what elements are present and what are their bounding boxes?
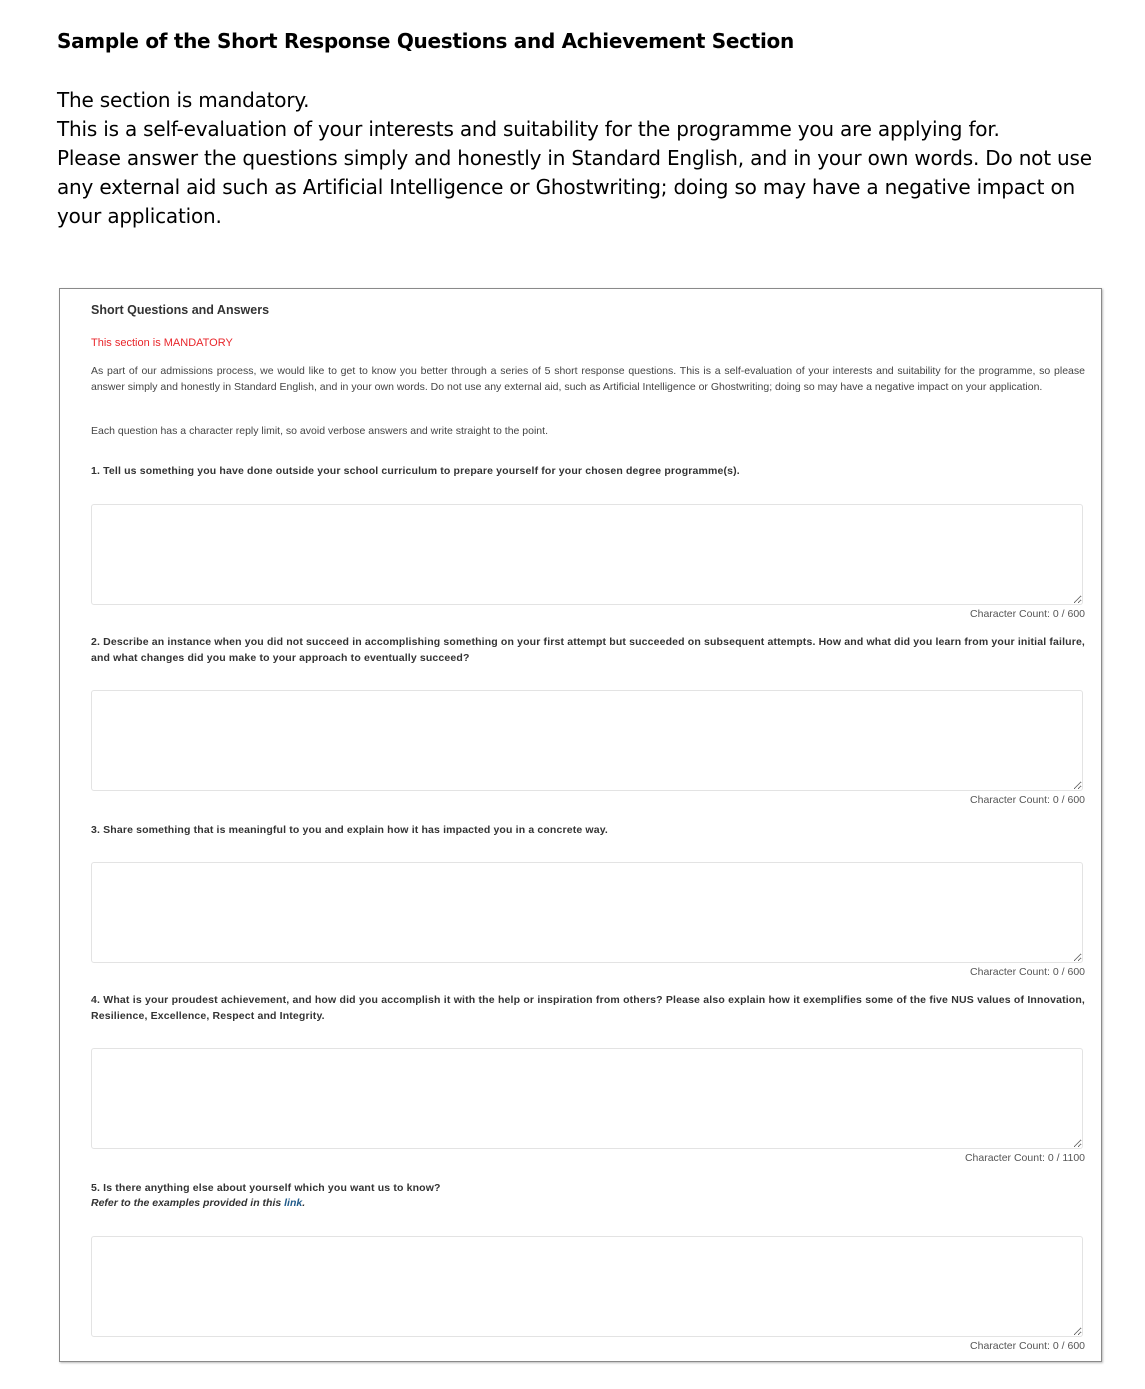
answer-3-textarea[interactable] [91,862,1083,963]
character-count-1: Character Count: 0 / 600 [970,608,1085,620]
hint-text: Refer to the examples provided in this [91,1197,282,1209]
character-count-4: Character Count: 0 / 1100 [964,1152,1085,1164]
document-title: Sample of the Short Response Questions and Achievement Section [57,29,794,53]
answer-5-textarea[interactable] [91,1236,1083,1337]
mandatory-notice: This section is MANDATORY [91,337,233,349]
limit-note: Each question has a character reply limit, so avoid verbose answers and write straight to the point. [91,425,548,437]
panel-title: Short Questions and Answers [91,303,270,317]
question-5-hint [91,1197,1085,1209]
intro-text [57,86,1117,231]
examples-link[interactable]: link [284,1197,303,1209]
answer-1-textarea[interactable] [91,504,1083,605]
intro-line: Please answer the questions simply and honestly in Standard English, and in your own words. Do not use any external aid such as Artificial Intelligence or Ghostwriting; doing so may have a negative impact on your application. [57,146,1092,228]
character-count-2: Character Count: 0 / 600 [970,794,1085,806]
character-count-5: Character Count: 0 / 600 [970,1340,1085,1352]
character-count-3: Character Count: 0 / 600 [970,966,1085,978]
intro-line: This is a self-evaluation of your interests and suitability for the programme you are applying for. [57,117,1000,141]
hint-end: . [302,1197,306,1209]
panel-description: As part of our admissions process, we would like to get to know you better through a series of 5 short response questions. This is a self-evaluation of your interests and suitability for the programme, so please answer simply and honestly in Standard English, and in your own words. Do not use any external aid, such as Artificial Intelligence or Ghostwriting; doing so may have a negative impact on your application. [91,365,1085,393]
question-3: 3. Share something that is meaningful to you and explain how it has impacted you in a concrete way. [91,824,609,836]
question-4: 4. What is your proudest achievement, and how did you accomplish it with the help or inspiration from others? Please also explain how it exemplifies some of the five NUS values of Innovation, Resilience, Excellence, Respect and Integrity. [91,994,1085,1022]
intro-line: The section is mandatory. [57,88,310,112]
question-2: 2. Describe an instance when you did not succeed in accomplishing something on your first attempt but succeeded on subsequent attempts. How and what did you learn from your initial failure, and what changes did you make to your approach to eventually succeed? [91,636,1085,664]
answer-2-textarea[interactable] [91,690,1083,791]
question-1: 1. Tell us something you have done outside your school curriculum to prepare yourself for your chosen degree programme(s). [91,465,740,477]
question-5: 5. Is there anything else about yourself which you want us to know? [91,1182,441,1194]
short-questions-panel [59,288,1102,1362]
answer-4-textarea[interactable] [91,1048,1083,1149]
